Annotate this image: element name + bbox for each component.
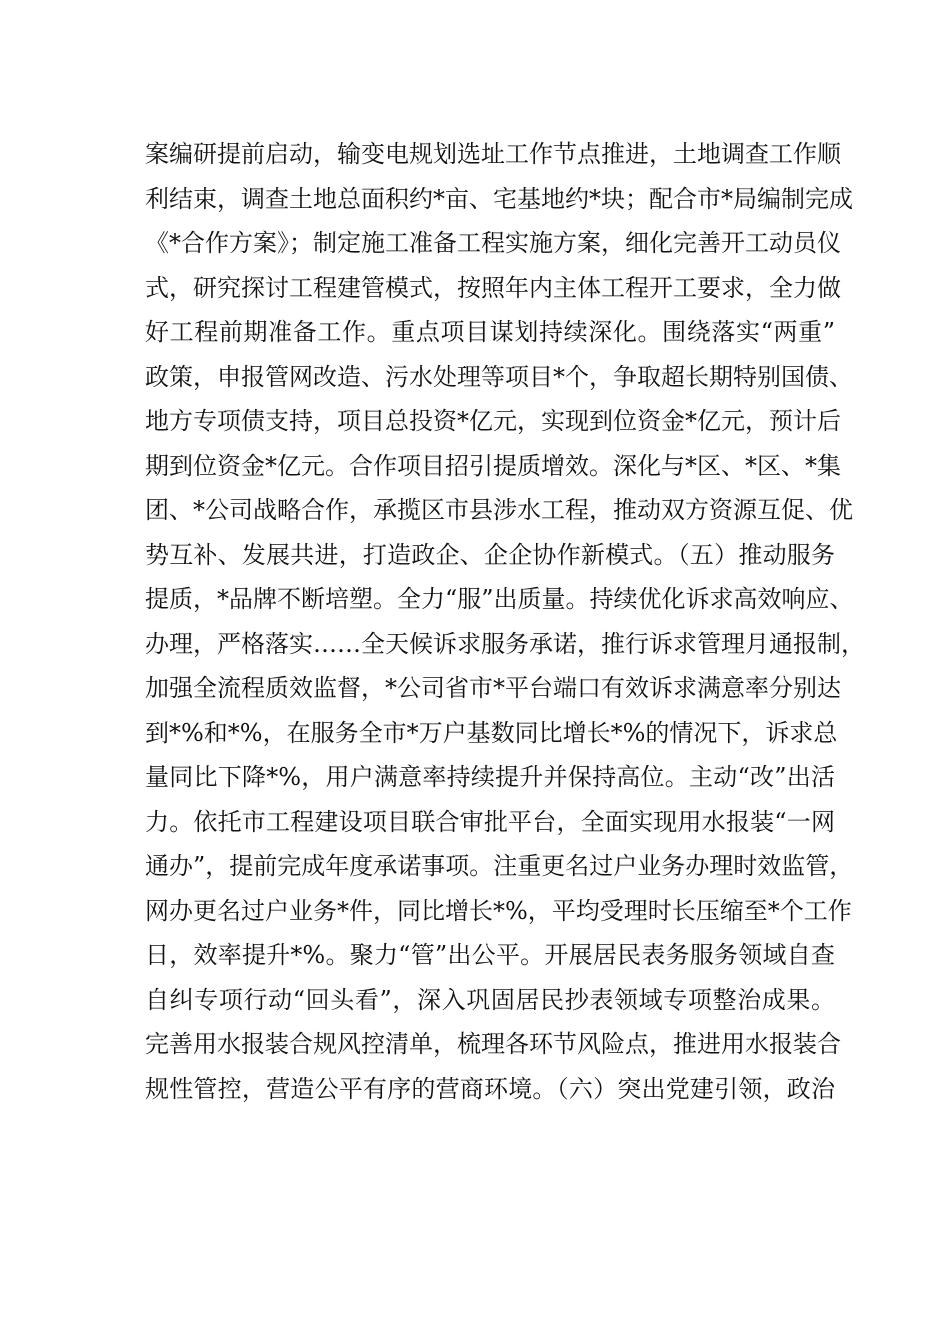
text-line: 规性管控，营造公平有序的营商环境。（六）突出党建引领，政治 [145, 1074, 835, 1103]
text-line: 提质，*品牌不断培塑。全力“服”出质量。持续优化诉求高效响应、 [145, 585, 854, 613]
text-line: 式，研究探讨工程建管模式，按照年内主体工程开工要求，全力做 [145, 273, 841, 302]
text-line: 加强全流程质效监督，*公司省市*平台端口有效诉求满意率分别达 [145, 674, 841, 702]
text-line: 完善用水报装合规风控清单，梳理各环节风险点，推进用水报装合 [145, 1030, 841, 1058]
text-line: 日，效率提升*%。聚力“管”出公平。开展居民表务服务领域自查 [145, 941, 835, 969]
text-line: 团、*公司战略合作，承揽区市县涉水工程，推动双方资源互促、优 [145, 496, 853, 524]
text-line: 通办”，提前完成年度承诺事项。注重更名过户业务办理时效监管， [145, 852, 854, 880]
text-line: 政策，申报管网改造、污水处理等项目*个，争取超长期特别国债、 [145, 362, 853, 391]
text-line: 地方专项债支持，项目总投资*亿元，实现到位资金*亿元，预计后 [145, 407, 841, 435]
text-line: 势互补、发展共进，打造政企、企企协作新模式。（五）推动服务 [145, 540, 835, 569]
text-line: 《*合作方案》；制定施工准备工程实施方案，细化完善开工动员仪 [145, 229, 841, 257]
text-line: 案编研提前启动，输变电规划选址工作节点推进，土地调查工作顺 [145, 140, 841, 168]
text-line: 力。依托市工程建设项目联合审批平台，全面实现用水报装“一网 [145, 807, 835, 836]
text-line: 办理，严格落实……全天候诉求服务承诺，推行诉求管理月通报制， [145, 629, 865, 658]
body-text [145, 132, 865, 1111]
text-line: 好工程前期准备工作。重点项目谋划持续深化。围绕落实“两重” [145, 318, 835, 346]
text-line: 量同比下降*%，用户满意率持续提升并保持高位。主动“改”出活 [145, 763, 835, 791]
text-line: 期到位资金*亿元。合作项目招引提质增效。深化与*区、*区、*集 [145, 451, 841, 480]
text-line: 自纠专项行动“回头看”，深入巩固居民抄表领域专项整治成果。 [145, 985, 835, 1014]
text-line: 利结束，调查土地总面积约*亩、宅基地约*块；配合市*局编制完成 [145, 184, 853, 213]
text-line: 网办更名过户业务*件，同比增长*%，平均受理时长压缩至*个工作 [145, 896, 852, 925]
text-line: 到*%和*%，在服务全市*万户基数同比增长*%的情况下，诉求总 [145, 718, 838, 747]
